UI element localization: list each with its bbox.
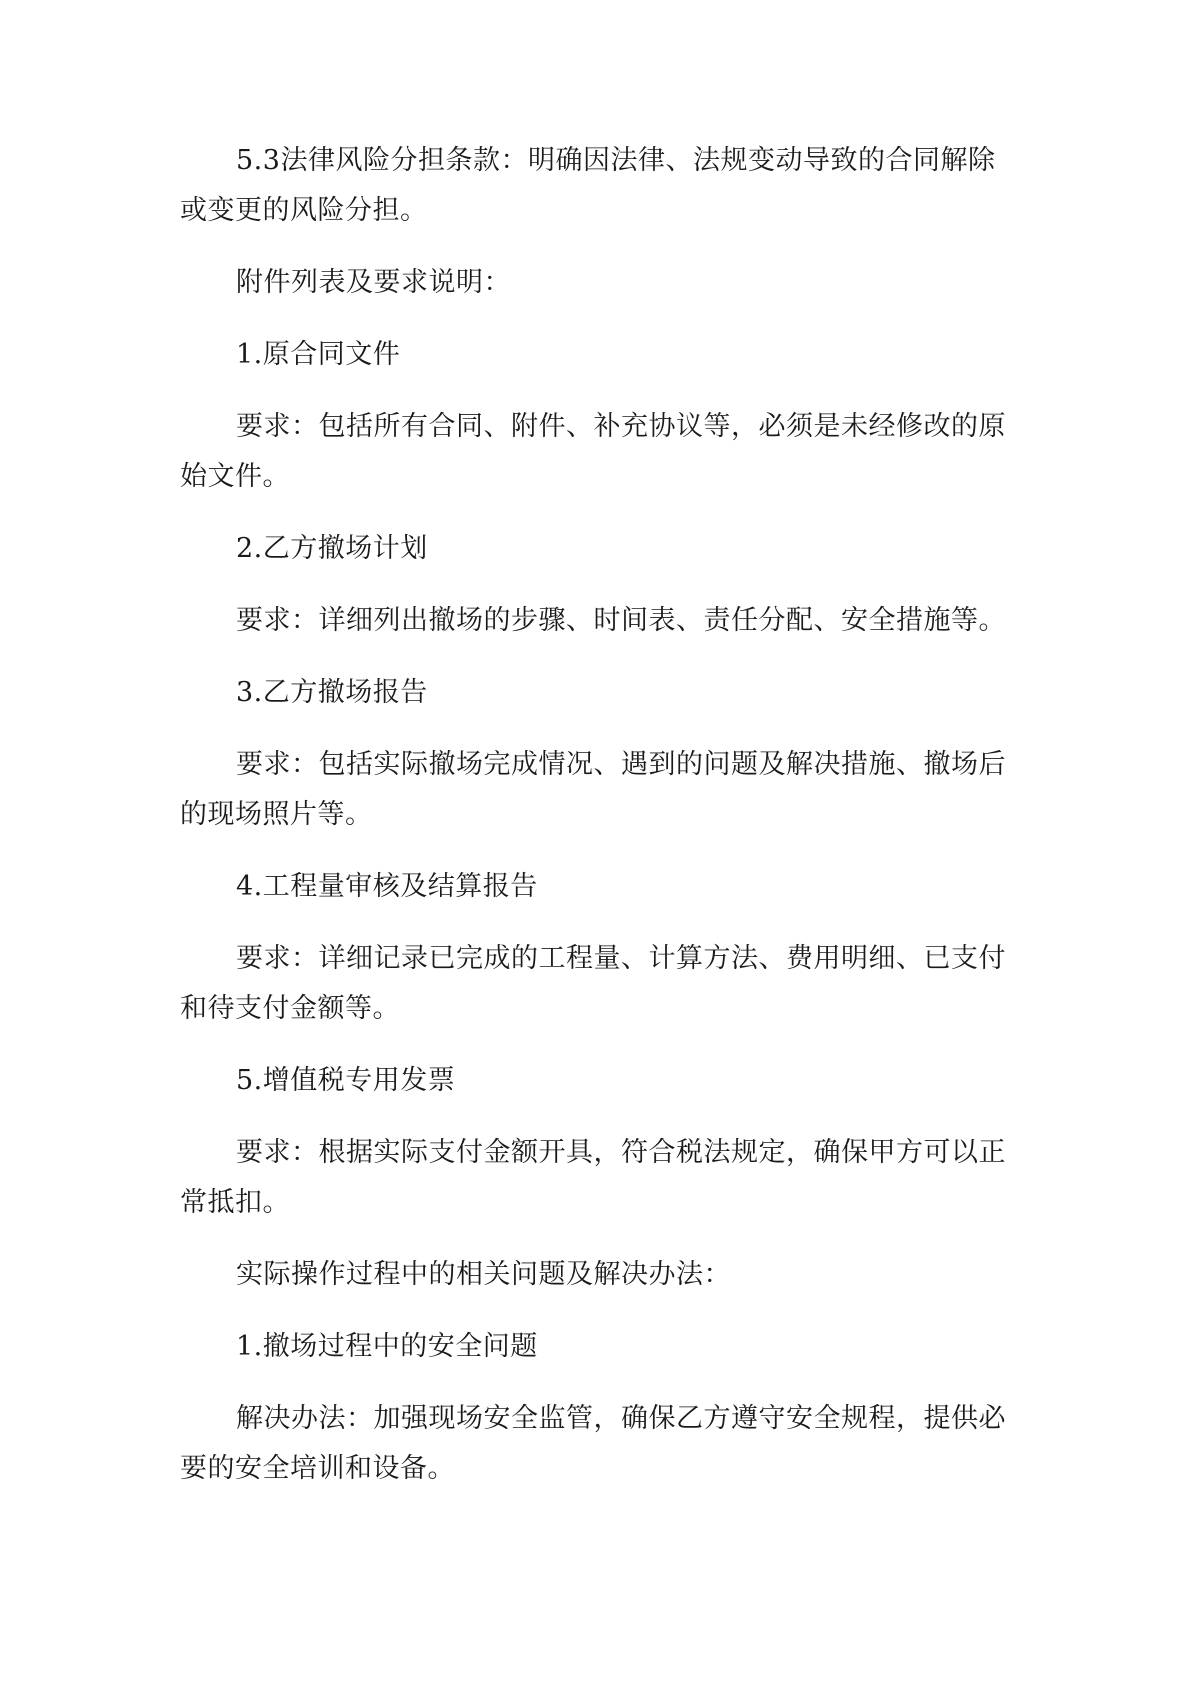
item-4-requirement: 要求：详细记录已完成的工程量、计算方法、费用明细、已支付和待支付金额等。 [180,943,1006,1024]
item-1-requirement: 要求：包括所有合同、附件、补充协议等，必须是未经修改的原始文件。 [180,411,1006,492]
item-5-title: 5.增值税专用发票 [236,1065,456,1096]
item-3-title: 3.乙方撤场报告 [236,677,428,708]
issue-1-title: 1.撤场过程中的安全问题 [236,1331,538,1362]
item-1-title: 1.原合同文件 [236,339,401,370]
item-3-requirement: 要求：包括实际撤场完成情况、遇到的问题及解决措施、撤场后的现场照片等。 [180,749,1006,830]
document-page [180,136,1010,1516]
heading-practical-issues: 实际操作过程中的相关问题及解决办法： [236,1259,731,1290]
paragraph-legal-risk: 5.3法律风险分担条款：明确因法律、法规变动导致的合同解除或变更的风险分担。 [180,145,996,226]
issue-1-solution: 解决办法：加强现场安全监管，确保乙方遵守安全规程，提供必要的安全培训和设备。 [180,1403,1006,1484]
item-2-requirement: 要求：详细列出撤场的步骤、时间表、责任分配、安全措施等。 [236,605,1006,636]
heading-attachment-list: 附件列表及要求说明： [236,267,511,298]
item-4-title: 4.工程量审核及结算报告 [236,871,538,902]
item-2-title: 2.乙方撤场计划 [236,533,428,564]
item-5-requirement: 要求：根据实际支付金额开具，符合税法规定，确保甲方可以正常抵扣。 [180,1137,1006,1218]
